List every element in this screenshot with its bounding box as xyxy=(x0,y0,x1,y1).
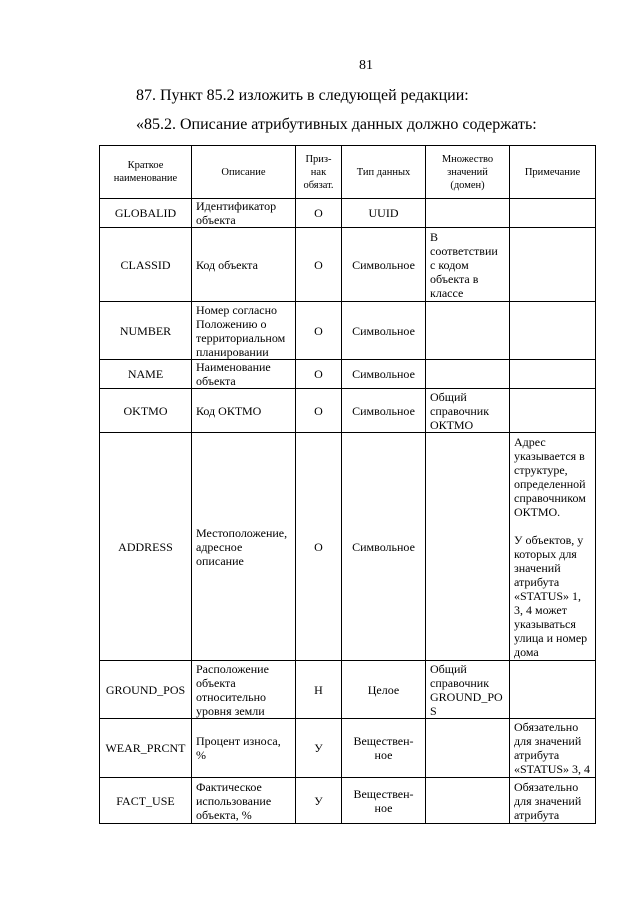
cell-domain xyxy=(426,302,510,360)
cell-note xyxy=(510,360,596,389)
cell-domain: В соответствии с кодом объекта в классе xyxy=(426,228,510,302)
table-row xyxy=(100,389,596,433)
cell-description: Код ОКТМО xyxy=(192,389,296,433)
cell-name: NAME xyxy=(100,360,192,389)
cell-note: Обязательно для значений атрибута xyxy=(510,778,596,824)
cell-name: WEAR_PRCNT xyxy=(100,719,192,778)
cell-description: Идентификатор объекта xyxy=(192,199,296,228)
cell-type: Веществен- ное xyxy=(342,778,426,824)
cell-type: Символьное xyxy=(342,228,426,302)
cell-flag: У xyxy=(296,778,342,824)
cell-flag: О xyxy=(296,433,342,661)
cell-domain xyxy=(426,199,510,228)
cell-domain xyxy=(426,433,510,661)
table-row xyxy=(100,360,596,389)
table-row xyxy=(100,778,596,824)
cell-description: Процент износа, % xyxy=(192,719,296,778)
header-domain: Множество значений (домен) xyxy=(426,146,510,199)
cell-note: Адрес указывается в структуре, определенной справочником ОКТМО. У объектов, у которых для значений атрибута «STATUS» 1, 3, 4 может указываться улица и номер дома xyxy=(510,433,596,661)
cell-note xyxy=(510,228,596,302)
section-intro: «85.2. Описание атрибутивных данных должно содержать: xyxy=(136,116,537,133)
cell-domain: Общий справочник GROUND_PO S xyxy=(426,661,510,719)
cell-flag: О xyxy=(296,389,342,433)
cell-note xyxy=(510,389,596,433)
amendment-heading: 87. Пункт 85.2 изложить в следующей редакции: xyxy=(136,87,469,104)
cell-note: Обязательно для значений атрибута «STATUS» 3, 4 xyxy=(510,719,596,778)
cell-name: CLASSID xyxy=(100,228,192,302)
table-row xyxy=(100,302,596,360)
cell-type: Целое xyxy=(342,661,426,719)
cell-description: Номер согласно Положению о территориальном планировании xyxy=(192,302,296,360)
cell-type: UUID xyxy=(342,199,426,228)
table-row xyxy=(100,661,596,719)
cell-domain xyxy=(426,778,510,824)
cell-name: ADDRESS xyxy=(100,433,192,661)
cell-name: OKTMO xyxy=(100,389,192,433)
cell-type: Символьное xyxy=(342,389,426,433)
cell-domain xyxy=(426,719,510,778)
cell-flag: У xyxy=(296,719,342,778)
cell-note xyxy=(510,661,596,719)
cell-domain xyxy=(426,360,510,389)
cell-description: Фактическое использование объекта, % xyxy=(192,778,296,824)
cell-name: GLOBALID xyxy=(100,199,192,228)
cell-flag: О xyxy=(296,228,342,302)
cell-name: NUMBER xyxy=(100,302,192,360)
cell-description: Наименование объекта xyxy=(192,360,296,389)
cell-flag: О xyxy=(296,302,342,360)
header-type: Тип данных xyxy=(342,146,426,199)
cell-note xyxy=(510,199,596,228)
cell-type: Веществен- ное xyxy=(342,719,426,778)
table-row xyxy=(100,199,596,228)
cell-description: Код объекта xyxy=(192,228,296,302)
header-note: Примечание xyxy=(510,146,596,199)
cell-type: Символьное xyxy=(342,433,426,661)
cell-flag: О xyxy=(296,360,342,389)
cell-name: FACT_USE xyxy=(100,778,192,824)
cell-flag: О xyxy=(296,199,342,228)
cell-domain: Общий справочник ОКТМО xyxy=(426,389,510,433)
table-header-row xyxy=(100,146,596,199)
attribute-table xyxy=(99,145,596,824)
cell-description: Расположение объекта относительно уровня земли xyxy=(192,661,296,719)
table-row xyxy=(100,719,596,778)
cell-type: Символьное xyxy=(342,302,426,360)
cell-description: Местоположение, адресное описание xyxy=(192,433,296,661)
cell-flag: Н xyxy=(296,661,342,719)
cell-note xyxy=(510,302,596,360)
table-row xyxy=(100,433,596,661)
table-row xyxy=(100,228,596,302)
cell-name: GROUND_POS xyxy=(100,661,192,719)
header-name: Краткое наименование xyxy=(100,146,192,199)
page-number: 81 xyxy=(359,58,373,73)
header-flag: Приз- нак обязат. xyxy=(296,146,342,199)
cell-type: Символьное xyxy=(342,360,426,389)
header-description: Описание xyxy=(192,146,296,199)
